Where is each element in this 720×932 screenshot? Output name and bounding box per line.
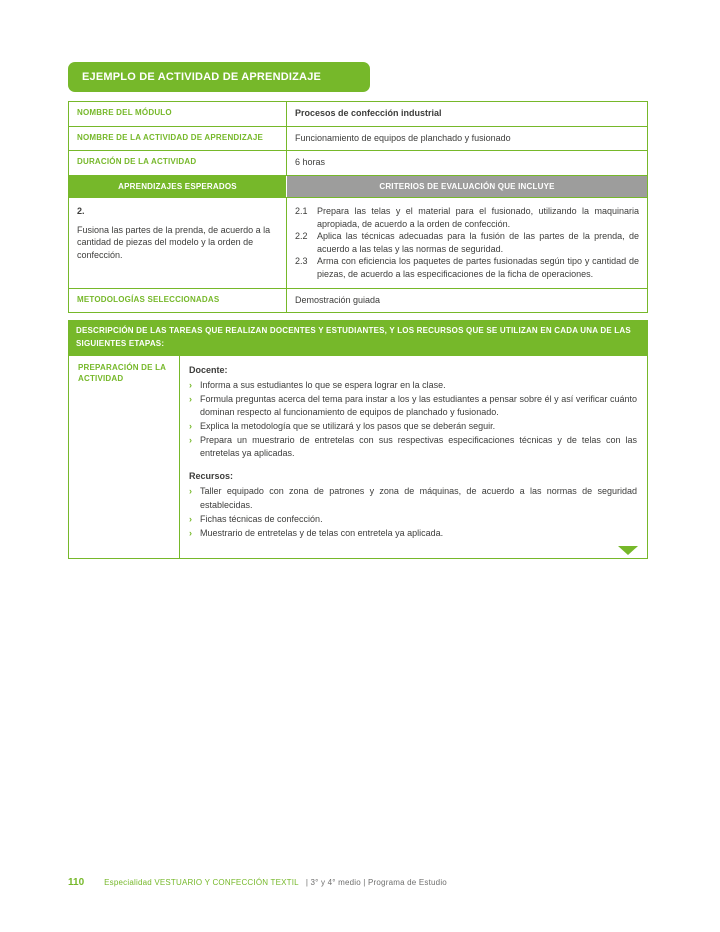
- recursos-section-title: Recursos:: [189, 471, 234, 482]
- table-header-row: [69, 176, 647, 198]
- aprendizaje-text: Fusiona las partes de la prenda, de acuerdo a la cantidad de piezas del modelo y la orden de confección.: [77, 224, 271, 260]
- bullet-icon: ›: [189, 380, 192, 391]
- recursos-bullet-item: [189, 513, 637, 526]
- aprendizaje-criterios-row: [69, 198, 647, 289]
- activity-title-banner: [68, 62, 370, 92]
- criterio-text: Arma con eficiencia los paquetes de partes fusionadas según tipo y cantidad de piezas, de acuerdo a las especificaciones de la ficha de operaciones.: [317, 256, 639, 280]
- criterios-header-cell: CRITERIOS DE EVALUACIÓN QUE INCLUYE: [286, 176, 647, 197]
- page-footer: [68, 877, 447, 888]
- criterio-number: 2.2: [295, 231, 308, 242]
- bullet-icon: ›: [189, 435, 192, 446]
- bullet-text: Formula preguntas acerca del tema para instar a los y las estudiantes a pensar sobre él y así verificar cuánto dominan respecto al funcionamiento de equipos de planchado y fusionado.: [200, 394, 637, 418]
- bullet-text: Fichas técnicas de confección.: [200, 513, 323, 524]
- descripcion-banner: DESCRIPCIÓN DE LAS TAREAS QUE REALIZAN DOCENTES Y ESTUDIANTES, Y LOS RECURSOS QUE SE UTILIZAN EN CADA UNA DE LAS SIGUIENTES ETAPAS:: [68, 320, 648, 355]
- row-value-duracion: 6 horas: [286, 151, 647, 175]
- preparacion-content: [179, 356, 647, 558]
- table-row-duracion: [69, 151, 647, 176]
- aprendizajes-header-cell: APRENDIZAJES ESPERADOS: [69, 176, 286, 197]
- table-row-actividad: [69, 127, 647, 152]
- criterio-item: [295, 205, 639, 230]
- row-value-actividad: Funcionamiento de equipos de planchado y fusionado: [286, 127, 647, 151]
- bullet-text: Informa a sus estudiantes lo que se espera lograr en la clase.: [200, 380, 446, 391]
- bullet-text: Muestrario de entretelas y de telas con entretela ya aplicada.: [200, 527, 444, 538]
- recursos-bullet-item: [189, 485, 637, 511]
- preparacion-table: [68, 355, 648, 559]
- criterio-item: [295, 255, 639, 280]
- table-row-modulo: [69, 102, 647, 127]
- bullet-text: Prepara un muestrario de entretelas con sus respectivas especificaciones técnicas y de telas con las entretelas ya aplicadas.: [200, 435, 637, 459]
- bullet-icon: ›: [189, 527, 192, 538]
- bullet-icon: ›: [189, 513, 192, 524]
- bullet-text: Taller equipado con zona de patrones y zona de máquinas, de acuerdo a las normas de seguridad establecidas.: [200, 486, 637, 510]
- docente-section-title: Docente:: [189, 365, 228, 376]
- docente-bullet-item: [189, 393, 637, 419]
- criterio-text: Prepara las telas y el material para el fusionado, utilizando la maquinaria apropiada, de acuerdo a la orden de confección.: [317, 206, 639, 229]
- row-label-modulo: NOMBRE DEL MÓDULO: [77, 108, 172, 117]
- preparacion-label: PREPARACIÓN DE LA ACTIVIDAD: [78, 363, 166, 383]
- recursos-bullet-item: [189, 527, 637, 540]
- row-label-actividad: NOMBRE DE LA ACTIVIDAD DE APRENDIZAJE: [77, 132, 264, 142]
- row-value-metodologias: Demostración guiada: [286, 289, 647, 313]
- criterio-text: Aplica las técnicas adecuadas para la fusión de las partes de la prenda, de acuerdo a las telas y las normas de seguridad.: [317, 231, 639, 254]
- bullet-icon: ›: [189, 486, 192, 497]
- activity-title: EJEMPLO DE ACTIVIDAD DE APRENDIZAJE: [82, 71, 322, 83]
- row-label-duracion: DURACIÓN DE LA ACTIVIDAD: [77, 157, 197, 167]
- docente-bullet-item: [189, 420, 637, 433]
- aprendizaje-cell: [69, 198, 286, 288]
- footer-meta: | 3° y 4° medio | Programa de Estudio: [305, 878, 447, 887]
- footer-specialty: Especialidad VESTUARIO Y CONFECCIÓN TEXTIL: [104, 878, 299, 887]
- criterios-cell: [286, 198, 647, 288]
- docente-bullet-item: [189, 379, 637, 392]
- preparacion-row: [69, 356, 647, 558]
- bullet-text: Explica la metodología que se utilizará y los pasos que se deberán seguir.: [200, 421, 496, 432]
- criterio-item: [295, 230, 639, 255]
- activity-info-table: [68, 101, 648, 313]
- row-label-metodologias: METODOLOGÍAS SELECCIONADAS: [77, 294, 220, 304]
- page-number: 110: [68, 877, 85, 888]
- aprendizaje-number: 2.: [77, 206, 85, 217]
- bullet-icon: ›: [189, 394, 192, 405]
- criterio-number: 2.1: [295, 206, 308, 217]
- criterio-number: 2.3: [295, 256, 308, 267]
- table-row-metodologias: [69, 289, 647, 313]
- row-value-modulo: Procesos de confección industrial: [286, 102, 647, 126]
- continue-arrow-icon: [618, 546, 638, 555]
- bullet-icon: ›: [189, 421, 192, 432]
- document-page: [68, 62, 648, 559]
- docente-bullet-item: [189, 434, 637, 460]
